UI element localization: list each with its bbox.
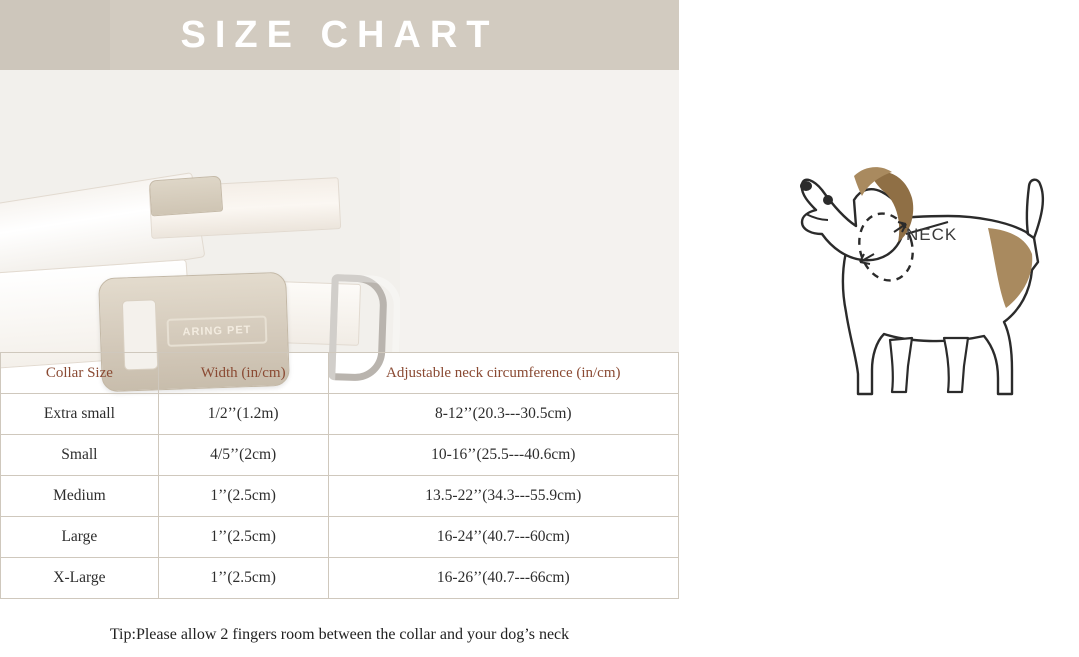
header-banner <box>0 0 679 70</box>
cell-neck: 16-24’’(40.7---60cm) <box>328 517 678 558</box>
dog-illustration-area <box>400 70 958 352</box>
cell-neck: 10-16’’(25.5---40.6cm) <box>328 435 678 476</box>
cell-neck: 8-12’’(20.3---30.5cm) <box>328 394 678 435</box>
cell-width: 1’’(2.5cm) <box>158 476 328 517</box>
cell-size: Large <box>1 517 159 558</box>
cell-size: Medium <box>1 476 159 517</box>
product-photo-area <box>0 70 958 352</box>
table-row <box>1 476 679 517</box>
cell-size: Small <box>1 435 159 476</box>
table-row <box>1 558 679 599</box>
buckle-keeper-loop <box>149 176 223 217</box>
cell-size: Extra small <box>1 394 159 435</box>
column-header-neck-circumference: Adjustable neck circumference (in/cm) <box>328 353 678 394</box>
collar-photo <box>0 70 400 352</box>
tip-text: Tip:Please allow 2 fingers room between the collar and your dog’s neck <box>109 625 570 643</box>
dog-illustration <box>798 142 1079 422</box>
cell-width: 4/5’’(2cm) <box>158 435 328 476</box>
cell-size: X-Large <box>1 558 159 599</box>
cell-width: 1’’(2.5cm) <box>158 558 328 599</box>
table-row <box>1 394 679 435</box>
table-header-row <box>1 353 679 394</box>
neck-label: NECK <box>906 225 958 244</box>
column-header-width: Width (in/cm) <box>158 353 328 394</box>
cell-width: 1’’(2.5cm) <box>158 517 328 558</box>
cell-neck: 13.5-22’’(34.3---55.9cm) <box>328 476 678 517</box>
cell-neck: 16-26’’(40.7---66cm) <box>328 558 678 599</box>
brand-label: ARING PET <box>167 315 268 346</box>
table-row <box>1 435 679 476</box>
column-header-collar-size: Collar Size <box>1 353 159 394</box>
cell-width: 1/2’’(1.2m) <box>158 394 328 435</box>
size-chart-table <box>0 352 679 599</box>
table-row <box>1 517 679 558</box>
page-title: SIZE CHART <box>180 13 499 56</box>
